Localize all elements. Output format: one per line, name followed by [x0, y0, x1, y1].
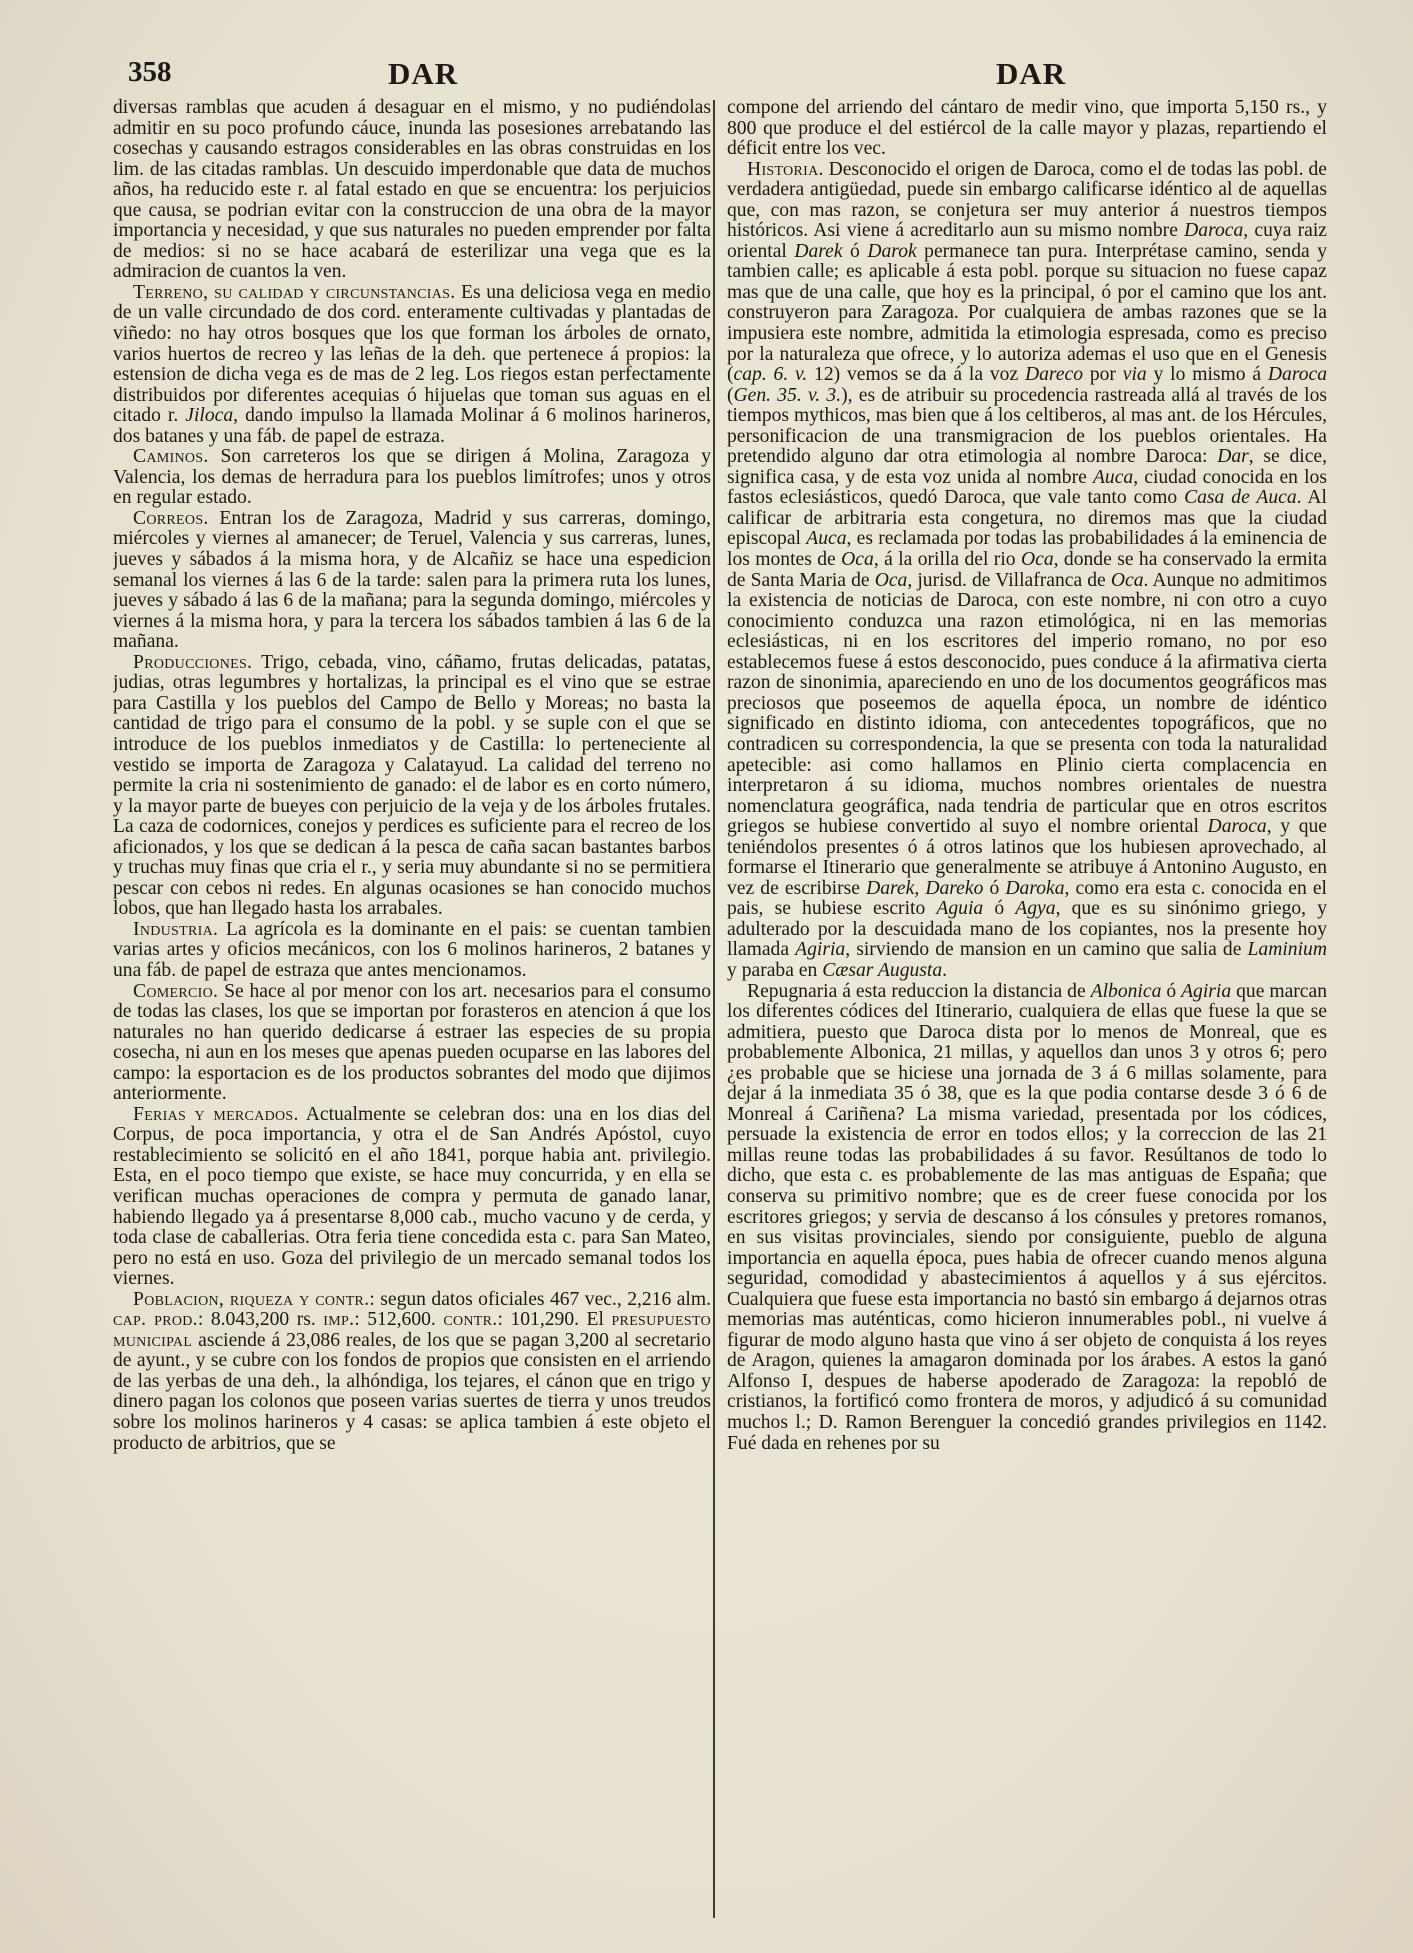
paragraph-poblacion: Poblacion, riqueza y contr.: segun datos oficiales 467 vec., 2,216 alm. cap. prod.: 8.043,200 rs. imp.: 512,600. contr.: 101,290. El presupuesto municipal asciende á 23,086 reales, de los que se pagan 3,200 al secretario de ayunt., y se cubre con los fondos de propios que consisten en el arriendo de las yerbas de una deh., la alhóndiga, los tejares, el cánon que en trigo y dinero pagan los colonos que poseen varias suertes de tierra y unos treudos sobre los molinos harineros y 4 casas: se aplica tambien á este objeto el producto de arbitrios, que se [113, 1288, 711, 1454]
paragraph-terreno: Terreno, su calidad y circunstancias. Es una deliciosa vega en medio de un valle circundado de dos cord. enteramente cultivadas y plantadas de viñedo: no hay otros bosques que los que forman los árboles de ornato, varios huertos de recreo y las leñas de la deh. que pertenece á propios: la estension de dicha vega es de mas de 2 leg. Los riegos estan perfectamente distribuidos por diferentes acequias ó hijuelas que toman sus aguas en el citado r. Jiloca, dando impulso la llamada Molinar á 6 molinos harineros, dos batanes y una fáb. de papel de estraza. [113, 281, 711, 447]
page-number: 358 [128, 56, 172, 88]
section-label: Comercio. [133, 980, 219, 1002]
running-head-left: DAR [388, 56, 459, 91]
section-label: Terreno, su calidad y circunstancias. [133, 281, 456, 303]
paragraph-correos: Correos. Entran los de Zaragoza, Madrid y sus carreras, domingo, miércoles y viernes al amanecer; de Teruel, Valencia y sus carreras, lunes, jueves y sábados á la misma hora, y de Alcañiz se hace una espedicion semanal los viernes á las 6 de la tarde: salen para la primera ruta los lunes, jueves y sábado á las 6 de la mañana; para la segunda domingo, miércoles y viernes á la misma hora, y para la tercera los sábados tambien á las 6 de la mañana. [113, 507, 711, 653]
paragraph-continuation: diversas ramblas que acuden á desaguar en el mismo, y no pudiéndolas admitir en su poco profundo cáuce, inunda las posesiones arrebatando las cosechas y causando estragos considerables en las obras construidas en los lim. de las citadas ramblas. Un descuido imperdonable que data de muchos años, ha reducido este r. al fatal estado en que se encuentra: los perjuicios que causa, se podrian evitar con la construccion de una obra de la mayor importancia y necesidad, y que sus naturales no pueden emprender por falta de medios: si no se hace acabará de esterilizar una vega que es la admiracion de cuantos la ven. [113, 98, 711, 283]
left-column [113, 98, 711, 1920]
running-head-right: DAR [996, 56, 1067, 91]
section-label: Ferias y mercados. [133, 1103, 299, 1125]
section-label: Historia. [747, 158, 824, 180]
paragraph-historia: Historia. Desconocido el origen de Daroca, como el de todas las pobl. de verdadera antigüedad, puede sin embargo calificarse idéntico al de aquellas que, con mas razon, se conjetura ser muy anterior á nuestros tiempos históricos. Asi viene á acreditarlo aun su mismo nombre Daroca, cuya raiz oriental Darek ó Darok permanece tan pura. Interprétase camino, senda y tambien calle; es aplicable á esta pobl. porque su situacion no fuese capaz mas que de una calle, que hoy es la principal, ó por el camino que los ant. construyeron para Zaragoza. Por cualquiera de ambas razones que se la impusiera este nombre, admitida la etimologia espresada, como es preciso por la naturaleza que ofrece, y lo autoriza ademas el uso que en el Genesis (cap. 6. v. 12) vemos se da á la voz Dareco por via y lo mismo á Daroca (Gen. 35. v. 3.), es de atribuir su procedencia rastreada allá al través de los tiempos mythicos, mas bien que á los celtiberos, al mas ant. de los Hércules, personificacion de una transmigracion de los pueblos orientales. Ha pretendido alguno dar otra etimologia al nombre Daroca: Dar, se dice, significa casa, y de esta voz unida al nombre Auca, ciudad conocida en los fastos eclesiásticos, quedó Daroca, que vale tanto como Casa de Auca. Al calificar de arbitraria esta congetura, no diremos mas que la ciudad episcopal Auca, es reclamada por todas las probabilidades á la eminencia de los montes de Oca, á la orilla del rio Oca, donde se ha conservado la ermita de Santa Maria de Oca, jurisd. de Villafranca de Oca. Aunque no admitimos la existencia de noticias de Daroca, con este nombre, ni con otro a cuyo conocimiento conduzca una razon etimológica, ni en las memorias eclesiásticas, ni en los escritores del imperio romano, no por eso establecemos fuese á estos desconocido, pues conduce á la afirmativa cierta razon de sinonimia, apareciendo en uno de los documentos geográficos mas preciosos que poseemos de aquella época, un nombre de idéntico significado en distinto idioma, con antecedentes topográficos, que no contradicen su correspondencia, la que se presenta con toda la naturalidad apetecible: asi como hallamos en Plinio cierta complacencia en interpretaron á su idioma, muchos nombres orientales de nuestra nomenclatura geográfica, nada tendria de particular que en otros escritos griegos se hubiese convertido al suyo el nombre oriental Daroca, y que teniéndolos presentes ó á otros latinos que los hubiesen aprovechado, al formarse el Itinerario que generalmente se atribuye á Antonino Augusto, en vez de escribirse Darek, Dareko ó Daroka, como era esta c. conocida en el pais, se hubiese escrito Aguia ó Agya, que es su sinónimo griego, y adulterado por la descuidada mano de los copiantes, nos la presente hoy llamada Agiria, sirviendo de mansion en un camino que salia de Laminium y paraba en Cæsar Augusta. [727, 158, 1327, 981]
section-label: Caminos. [133, 446, 209, 468]
right-column [727, 98, 1327, 1920]
section-label: Poblacion, riqueza y contr. [133, 1288, 370, 1310]
paragraph-comercio: Comercio. Se hace al por menor con los art. necesarios para el consumo de todas las clases, los que se importan por forasteros en atencion á que los naturales no han querido dedicarse á estraer las especies de su propia cosecha, ni aun en los meses que apenas pueden ocuparse en las labores del campo: la esportacion es de los productos sobrantes del modo que dijimos anteriormente. [113, 980, 711, 1105]
paragraph-industria: Industria. La agrícola es la dominante en el pais: se cuentan tambien varias artes y oficios mecánicos, con los 6 molinos harineros, 2 batanes y una fáb. de papel de estraza que antes mencionamos. [113, 918, 711, 981]
section-label: Producciones. [133, 651, 253, 673]
paragraph-reduccion: Repugnaria á esta reduccion la distancia de Albonica ó Agiria que marcan los diferentes códices del Itinerario, cualquiera de ellas que fuese la que se admitiera, puesto que Daroca dista por lo menos de Monreal, que es probablemente Albonica, 21 millas, y aquellos dan unos 3 y otros 6; pero ¿es probable que se hiciese una jornada de 3 á 6 millas solamente, para dejar á la inmediata 35 ó 38, que es la que podia contarse desde 3 ó 6 de Monreal á Cariñena? La misma variedad, presentada por los códices, persuade la existencia de error en todos ellos; y la correccion de las 21 millas reune todas las probabilidades á su favor. Resúltanos de todo lo dicho, que esta c. es probablemente de las mas antiguas de España; que conserva su primitivo nombre; que es de creer fuese conocida por los escritores griegos; y servia de descanso á los cónsules y pretores romanos, en sus visitas provinciales, siendo por consiguiente, pueblo de alguna importancia en aquella época, pues habia de ofrecer cuando menos alguna seguridad, comodidad y abastecimientos á aquellos y á sus ejércitos. Cualquiera que fuese esta importancia no bastó sin embargo á dejarnos otras memorias mas auténticas, como hicieron innumerables pobl., ni vuelve á figurar de modo alguno hasta que vino á ser objeto de conquista á los reyes de Aragon, quienes la amagaron dominada por los árabes. A estos la ganó Alfonso I, despues de haberse apoderado de Zaragoza: la repobló de cristianos, la fortificó como frontera de moros, y adjudicó á su comunidad muchos l.; D. Ramon Berenguer la concedió grandes privilegios en 1142. Fué dada en rehenes por su [727, 980, 1327, 1454]
page-header [128, 56, 1348, 96]
paragraph-caminos: Caminos. Son carreteros los que se dirigen á Molina, Zaragoza y Valencia, los demas de herradura para los pueblos limítrofes; unos y otros en regular estado. [113, 446, 711, 509]
paragraph-continuation: compone del arriendo del cántaro de medir vino, que importa 5,150 rs., y 800 que produce el del estiércol de la calle mayor y plazas, repartiendo el déficit entre los vec. [727, 98, 1327, 160]
section-label: Industria. [133, 918, 219, 940]
column-divider [713, 100, 715, 1918]
section-label: Correos. [133, 507, 209, 529]
paragraph-producciones: Producciones. Trigo, cebada, vino, cáñamo, frutas delicadas, patatas, judias, otras legumbres y hortalizas, la principal es el vino que se estrae para Castilla y los pueblos del Campo de Bello y Moreas; no basta la cantidad de trigo para el consumo de la pobl. y se suple con el que se introduce de los pueblos inmediatos y de Castilla: lo perteneciente al vestido se importa de Zaragoza y Calatayud. La calidad del terreno no permite la cria ni sostenimiento de ganado: el de labor es en corto número, y la mayor parte de bueyes con perjuicio de la veja y de los árboles frutales. La caza de codornices, conejos y perdices es suficiente para el recreo de los aficionados, y los que se dedican á la pesca de caña sacan bastantes barbos y truchas muy finas que cria el r., y seria muy abundante si no se permitiera pescar con cebos ni redes. En algunas ocasiones se han conocido muchos lobos, que han llegado hasta los arrabales. [113, 651, 711, 920]
paragraph-ferias: Ferias y mercados. Actualmente se celebran dos: una en los dias del Corpus, de poca importancia, y otra el de San Andrés Apóstol, cuyo restablecimiento se solicitó en el año 1841, porque habia ant. privilegio. Esta, en el poco tiempo que existe, se hace muy concurrida, y en ella se verifican muchas operaciones de compra y permuta de ganado lanar, habiendo llegado ya á presentarse 8,000 cab., mucho vacuno y de cerda, y toda clase de caballerias. Otra feria tiene concedida esta c. para San Mateo, pero no está en uso. Goza del privilegio de un mercado semanal todos los viernes. [113, 1103, 711, 1290]
